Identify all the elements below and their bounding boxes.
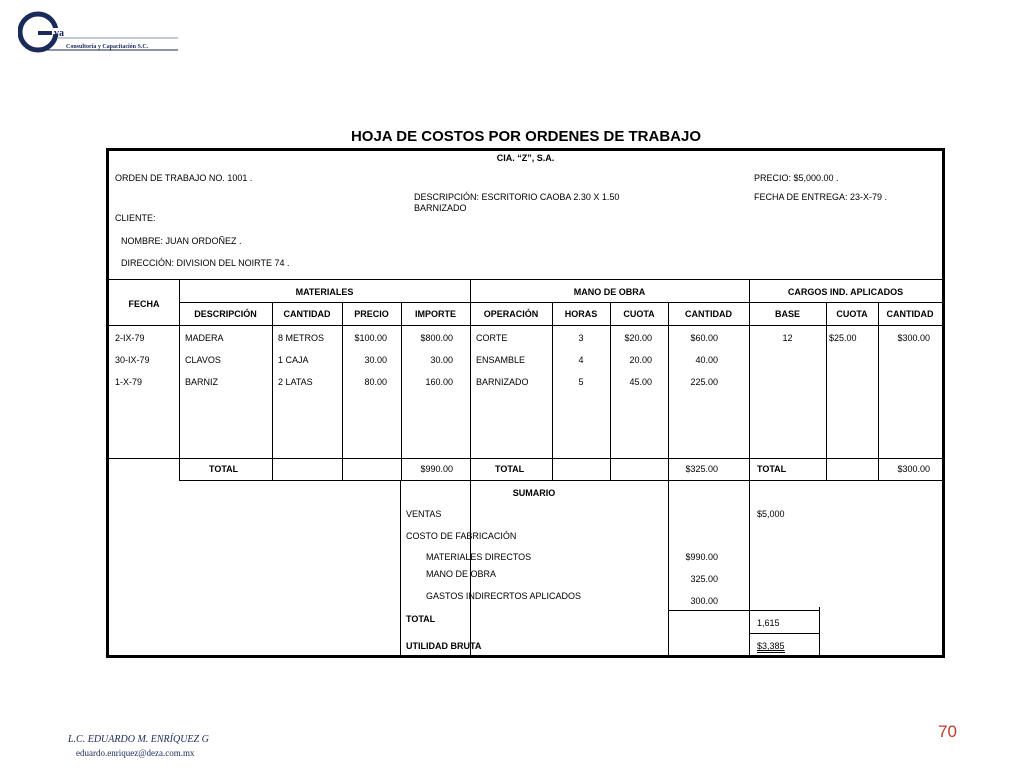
col-base: BASE	[774, 309, 800, 319]
row-3-precio: 80.00	[364, 377, 387, 387]
row-1-horas: 3	[578, 333, 584, 343]
divider	[610, 302, 611, 480]
divider	[109, 325, 942, 326]
logo-icon	[18, 10, 188, 60]
divider	[668, 610, 749, 611]
sumario-title: SUMARIO	[512, 488, 556, 498]
sumario-total-val: 1,615	[757, 618, 780, 628]
logo-initials: va	[54, 28, 64, 39]
col-cuota-ci: CUOTA	[836, 309, 868, 319]
row-1-cant-mo: $60.00	[690, 333, 718, 343]
footer-author: L.C. EDUARDO M. ENRÍQUEZ G	[68, 734, 209, 745]
col-fecha: FECHA	[128, 299, 160, 309]
fecha-entrega: FECHA DE ENTREGA: 23-X-79 .	[754, 192, 888, 202]
sumario-ventas-val: $5,000	[757, 509, 785, 519]
col-cantidad-ci: CANTIDAD	[886, 309, 934, 319]
logo-company: Consultoría y Capacitación S.C.	[66, 44, 149, 50]
row-2-desc: CLAVOS	[185, 355, 221, 365]
col-cuota: CUOTA	[623, 309, 655, 319]
row-2-op: ENSAMBLE	[476, 355, 526, 365]
row-2-importe: 30.00	[430, 355, 453, 365]
row-1-cant-ci: $300.00	[897, 333, 930, 343]
row-1-desc: MADERA	[185, 333, 224, 343]
row-2-cuota: 20.00	[629, 355, 652, 365]
page-number: 70	[938, 722, 957, 741]
precio: PRECIO: $5,000.00 .	[754, 173, 839, 183]
company-logo	[18, 10, 188, 60]
sumario-total: TOTAL	[406, 614, 436, 624]
sumario-costo: COSTO DE FABRICACIÓN	[406, 531, 517, 541]
col-operacion: OPERACIÓN	[483, 309, 539, 319]
col-importe: IMPORTE	[414, 309, 456, 319]
col-descripcion: DESCRIPCIÓN	[194, 309, 257, 319]
divider	[109, 279, 942, 280]
sheet-title: HOJA DE COSTOS POR ORDENES DE TRABAJO	[350, 128, 702, 145]
row-3-op: BARNIZADO	[476, 377, 529, 387]
row-1-base: 12	[782, 333, 793, 343]
divider	[342, 302, 343, 480]
row-3-importe: 160.00	[425, 377, 453, 387]
col-cargos: CARGOS IND. APLICADOS	[787, 287, 904, 297]
sumario-mano-obra: MANO DE OBRA	[426, 569, 497, 579]
descripcion: DESCRIPCIÓN: ESCRITORIO CAOBA 2.30 X 1.50	[414, 192, 620, 202]
total-cargos: $300.00	[897, 464, 930, 474]
total-cargos-label: TOTAL	[757, 464, 787, 474]
total-mano-obra-label: TOTAL	[495, 464, 525, 474]
sumario-ventas: VENTAS	[406, 509, 442, 519]
descripcion-2: BARNIZADO	[414, 203, 467, 213]
divider	[749, 633, 819, 634]
row-3-horas: 5	[578, 377, 584, 387]
divider	[400, 480, 401, 658]
company-name: CIA. “Z”, S.A.	[496, 153, 555, 163]
divider	[552, 302, 553, 480]
divider	[819, 607, 820, 658]
total-mano-obra: $325.00	[685, 464, 718, 474]
row-2-fecha: 30-IX-79	[115, 355, 150, 365]
col-precio: PRECIO	[354, 309, 389, 319]
row-2-precio: 30.00	[364, 355, 387, 365]
row-3-fecha: 1-X-79	[115, 377, 143, 387]
col-cantidad: CANTIDAD	[283, 309, 331, 319]
row-1-fecha: 2-IX-79	[115, 333, 145, 343]
row-3-desc: BARNIZ	[185, 377, 219, 387]
sumario-utilidad: UTILIDAD BRUTA	[406, 641, 482, 651]
divider	[109, 458, 942, 459]
total-materiales-label: TOTAL	[209, 464, 239, 474]
nombre: NOMBRE: JUAN ORDOÑEZ .	[121, 236, 242, 246]
row-3-cant-mo: 225.00	[690, 377, 718, 387]
row-3-cuota: 45.00	[629, 377, 652, 387]
divider	[179, 302, 942, 303]
cliente-label: CLIENTE:	[115, 213, 156, 223]
row-1-op: CORTE	[476, 333, 508, 343]
row-2-horas: 4	[578, 355, 584, 365]
row-2-cant: 1 CAJA	[278, 355, 309, 365]
footer-email: eduardo.enriquez@deza.com.mx	[76, 748, 195, 758]
total-materiales: $990.00	[420, 464, 453, 474]
col-materiales: MATERIALES	[295, 287, 354, 297]
col-mano-obra: MANO DE OBRA	[573, 287, 646, 297]
row-3-cant: 2 LATAS	[278, 377, 313, 387]
col-cantidad-mo: CANTIDAD	[685, 309, 732, 319]
divider	[749, 610, 819, 611]
direccion: DIRECCIÓN: DIVISION DEL NOIRTE 74 .	[121, 258, 290, 268]
sumario-mat-dir-val: $990.00	[685, 552, 718, 562]
sumario-mat-dir: MATERIALES DIRECTOS	[426, 552, 532, 562]
divider	[826, 302, 827, 480]
sumario-gastos: GASTOS INDIRECRTOS APLICADOS	[426, 591, 582, 601]
col-horas: HORAS	[564, 309, 598, 319]
row-1-cuota: $20.00	[624, 333, 652, 343]
divider	[179, 480, 942, 481]
sumario-gastos-val: 300.00	[690, 596, 718, 606]
divider	[272, 302, 273, 480]
row-1-precio: $100.00	[354, 333, 387, 343]
sumario-mano-obra-val: 325.00	[690, 574, 718, 584]
row-1-cant: 8 METROS	[278, 333, 325, 343]
divider	[878, 302, 879, 480]
row-1-cuota-ci: $25.00	[829, 333, 857, 343]
orden-trabajo: ORDEN DE TRABAJO NO. 1001 .	[115, 173, 253, 183]
divider	[401, 302, 402, 480]
row-2-cant-mo: 40.00	[695, 355, 718, 365]
cost-sheet	[106, 148, 945, 658]
row-1-importe: $800.00	[420, 333, 453, 343]
sumario-utilidad-val: $3,385	[757, 641, 785, 651]
